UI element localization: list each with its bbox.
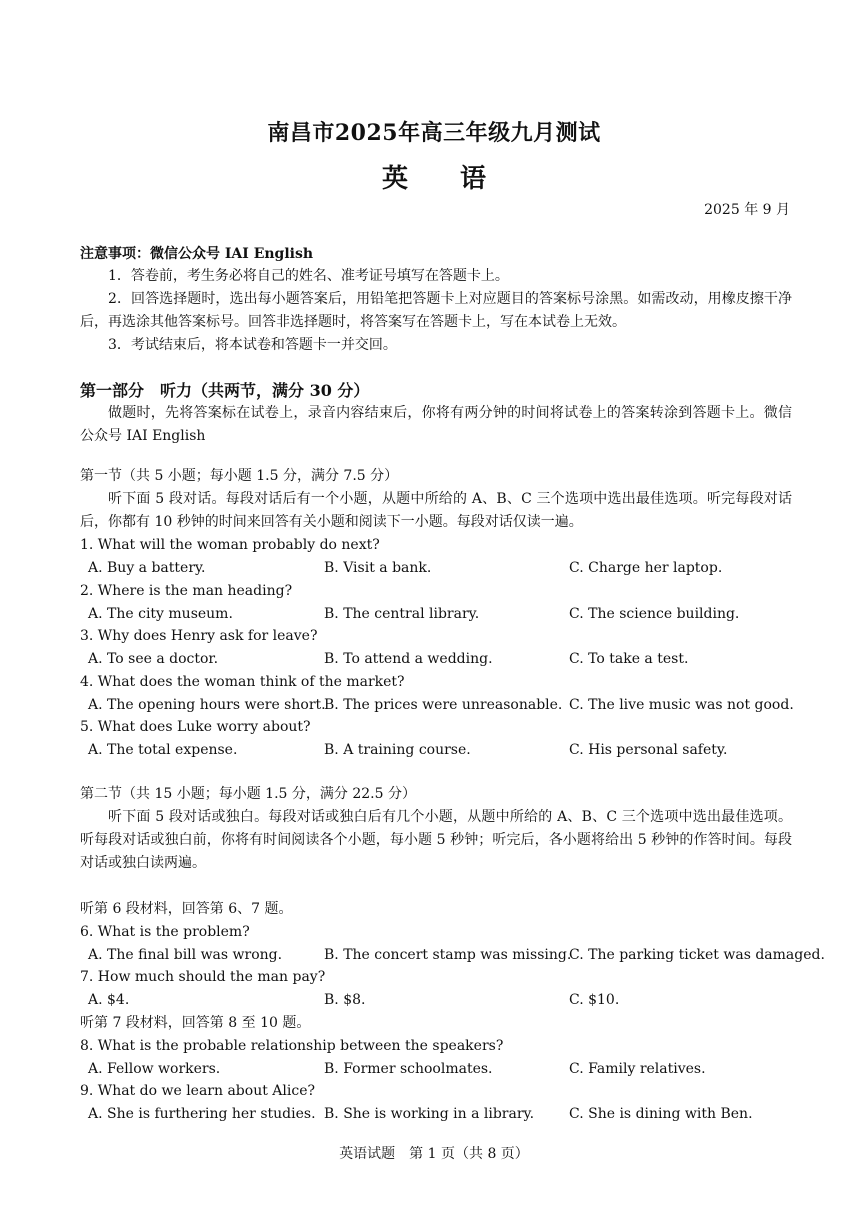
notice-item-1: 1．答卷前，考生务必将自己的姓名、准考证号填写在答题卡上。	[108, 268, 509, 284]
subject-title	[0, 158, 868, 195]
material-6-note: 听第 6 段材料，回答第 6、7 题。	[80, 901, 293, 917]
q6-option-b: B. The concert stamp was missing.	[324, 947, 572, 963]
question-6: 6. What is the problem?	[80, 924, 250, 940]
question-5: 5. What does Luke worry about?	[80, 719, 311, 735]
q3-option-a: A. To see a doctor.	[88, 651, 219, 667]
question-1: 1. What will the woman probably do next?	[80, 537, 380, 553]
q9-option-c: C. She is dining with Ben.	[569, 1106, 753, 1122]
q6-option-a: A. The final bill was wrong.	[88, 947, 283, 963]
notice-heading: 注意事项：微信公众号 IAI English	[80, 246, 314, 262]
q9-option-b: B. She is working in a library.	[324, 1106, 535, 1122]
notice-item-3: 3．考试结束后，将本试卷和答题卡一并交回。	[108, 337, 397, 353]
q7-option-c: C. $10.	[569, 992, 620, 1008]
subject-char-1: 英	[381, 164, 408, 194]
section1-heading: 第一节（共 5 小题；每小题 1.5 分，满分 7.5 分）	[80, 468, 399, 484]
q1-option-b: B. Visit a bank.	[324, 560, 432, 576]
q8-option-c: C. Family relatives.	[569, 1061, 706, 1077]
notice-item-2: 2．回答选择题时，选出每小题答案后，用铅笔把答题卡上对应题目的答案标号涂黑。如需改动，用橡皮擦干净后，再选涂其他答案标号。回答非选择题时，将答案写在答题卡上，写在本试卷上无效。	[80, 291, 792, 330]
q8-option-a: A. Fellow workers.	[88, 1061, 221, 1077]
question-2: 2. Where is the man heading?	[80, 583, 293, 599]
q2-option-a: A. The city museum.	[88, 606, 233, 622]
q3-option-c: C. To take a test.	[569, 651, 689, 667]
part1-heading: 第一部分 听力（共两节，满分 30 分）	[80, 381, 370, 400]
section2-instructions: 听下面 5 段对话或独白。每段对话或独白后有几个小题，从题中所给的 A、B、C 三个选项中选出最佳选项。听每段对话或独白前，你将有时间阅读各个小题，每小题 5 秒钟；听完后，各小题将给出 5 秒钟的作答时间。每段对话或独白读两遍。	[80, 809, 792, 871]
exam-date: 2025 年 9 月	[704, 202, 790, 218]
question-4: 4. What does the woman think of the market?	[80, 674, 405, 690]
q5-option-c: C. His personal safety.	[569, 742, 728, 758]
q5-option-a: A. The total expense.	[88, 742, 238, 758]
q7-option-b: B. $8.	[324, 992, 366, 1008]
question-7: 7. How much should the man pay?	[80, 969, 326, 985]
q4-option-a: A. The opening hours were short.	[88, 697, 326, 713]
page-footer: 英语试题 第 1 页（共 8 页）	[339, 1146, 529, 1162]
q4-option-b: B. The prices were unreasonable.	[324, 697, 563, 713]
section1-instructions: 听下面 5 段对话。每段对话后有一个小题，从题中所给的 A、B、C 三个选项中选出最佳选项。听完每段对话后，你都有 10 秒钟的时间来回答有关小题和阅读下一小题。每段对话仅读一遍。	[80, 491, 792, 530]
q8-option-b: B. Former schoolmates.	[324, 1061, 493, 1077]
section2-heading: 第二节（共 15 小题；每小题 1.5 分，满分 22.5 分）	[80, 786, 416, 802]
q1-option-c: C. Charge her laptop.	[569, 560, 723, 576]
question-8: 8. What is the probable relationship between the speakers?	[80, 1038, 504, 1054]
q1-option-a: A. Buy a battery.	[88, 560, 206, 576]
exam-title: 南昌市2025年高三年级九月测试	[267, 120, 601, 146]
part1-instructions: 做题时，先将答案标在试卷上，录音内容结束后，你将有两分钟的时间将试卷上的答案转涂到答题卡上。微信公众号 IAI English	[80, 405, 792, 444]
q7-option-a: A. $4.	[88, 992, 130, 1008]
q6-option-c: C. The parking ticket was damaged.	[569, 947, 825, 963]
subject-char-2: 语	[460, 164, 487, 194]
q3-option-b: B. To attend a wedding.	[324, 651, 493, 667]
material-7-note: 听第 7 段材料，回答第 8 至 10 题。	[80, 1015, 311, 1031]
question-3: 3. Why does Henry ask for leave?	[80, 628, 318, 644]
q9-option-a: A. She is furthering her studies.	[88, 1106, 316, 1122]
q2-option-b: B. The central library.	[324, 606, 480, 622]
question-9: 9. What do we learn about Alice?	[80, 1083, 315, 1099]
q5-option-b: B. A training course.	[324, 742, 471, 758]
q2-option-c: C. The science building.	[569, 606, 740, 622]
q4-option-c: C. The live music was not good.	[569, 697, 794, 713]
